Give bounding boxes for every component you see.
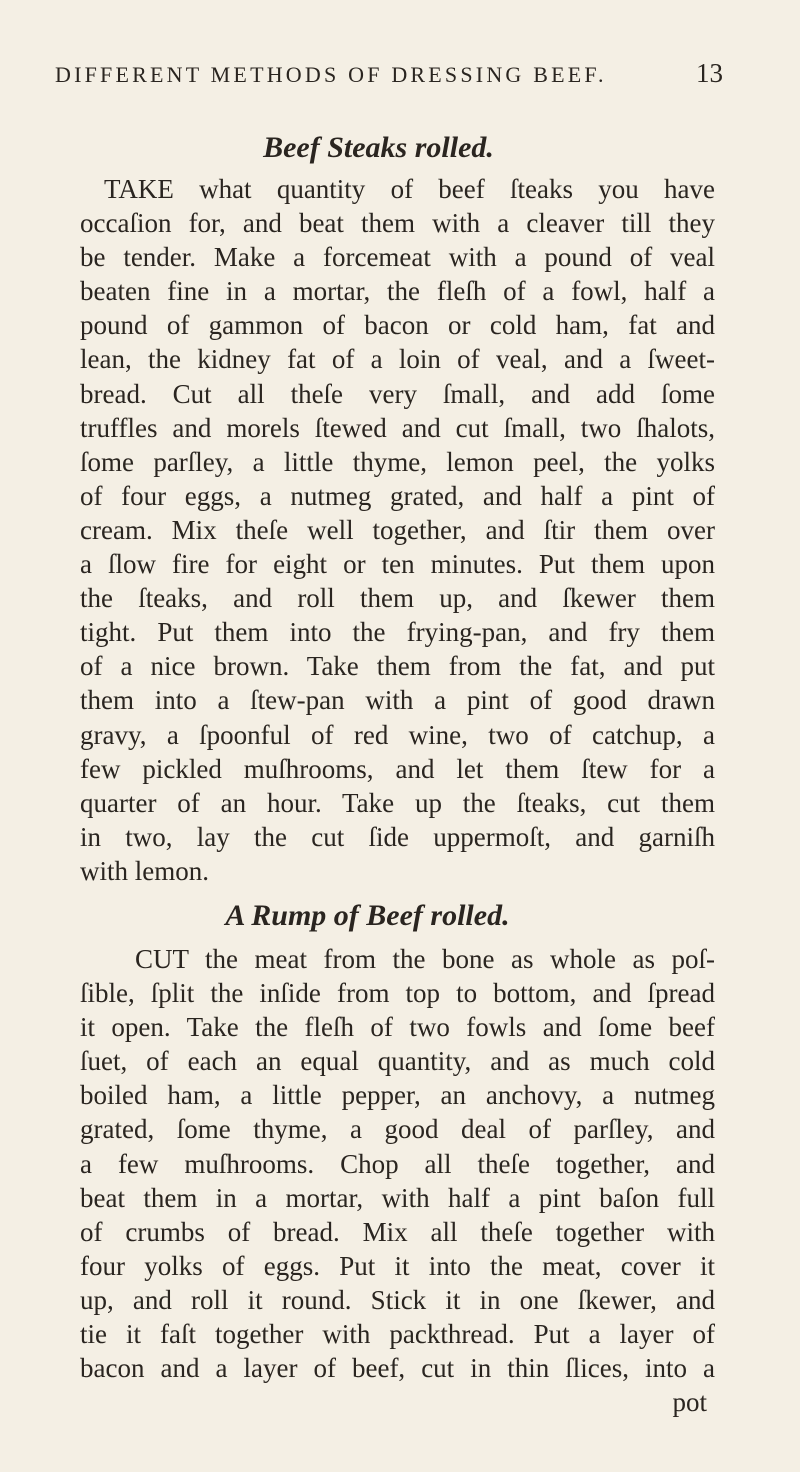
- page-number: 13: [696, 58, 723, 88]
- text-line: cream. Mix theſe well together, and ſtir them over: [80, 514, 715, 545]
- catchword: pot: [672, 1387, 707, 1418]
- text-line: the ſteaks, and roll them up, and ſkewer them: [80, 583, 715, 614]
- text-line: be tender. Make a forcemeat with a pound of veal: [80, 242, 715, 273]
- text-line: four yolks of eggs. Put it into the meat, cover it: [80, 1250, 715, 1281]
- text-line: a few muſhrooms. Chop all theſe together, and: [80, 1148, 715, 1179]
- text-line: bacon and a layer of beef, cut in thin ſlices, into a: [80, 1353, 715, 1384]
- text-line: of a nice brown. Take them from the fat, and put: [80, 651, 715, 682]
- text-line: occaſion for, and beat them with a cleaver till they: [80, 208, 715, 239]
- text-line: tie it faſt together with packthread. Put a layer of: [80, 1319, 715, 1349]
- text-line: tight. Put them into the frying-pan, and fry them: [80, 617, 715, 648]
- text-line: TAKE what quantity of beef ſteaks you have: [104, 174, 715, 204]
- running-title: DIFFERENT METHODS OF DRESSING BEEF.: [55, 62, 607, 87]
- text-line: beat them in a mortar, with half a pint baſon full: [80, 1182, 715, 1213]
- text-line: of four eggs, a nutmeg grated, and half a pint of: [80, 480, 715, 511]
- text-line: bread. Cut all theſe very ſmall, and add ſome: [80, 378, 715, 409]
- recipe-title-rump-of-beef: A Rump of Beef rolled.: [225, 898, 510, 932]
- text-line: them into a ſtew-pan with a pint of good drawn: [80, 685, 715, 716]
- recipe-body-beef-steaks: [40, 172, 755, 888]
- text-line: it open. Take the fleſh of two fowls and ſome beef: [80, 1012, 715, 1043]
- text-line: lean, the kidney fat of a loin of veal, and a ſweet-: [80, 344, 715, 375]
- text-line: of crumbs of bread. Mix all theſe together with: [80, 1216, 715, 1247]
- text-line: beaten fine in a mortar, the fleſh of a fowl, half a: [80, 276, 715, 307]
- text-line: ſuet, of each an equal quantity, and as much cold: [80, 1046, 715, 1077]
- text-line: in two, lay the cut ſide uppermoſt, and garniſh: [80, 821, 715, 852]
- text-line: ſome parſley, a little thyme, lemon peel, the yolks: [80, 446, 715, 477]
- text-line: boiled ham, a little pepper, an anchovy, a nutmeg: [80, 1080, 715, 1111]
- text-line: quarter of an hour. Take up the ſteaks, cut them: [80, 787, 715, 818]
- book-page: [40, 50, 755, 1450]
- text-line: few pickled muſhrooms, and let them ſtew for a: [80, 753, 715, 784]
- text-line: gravy, a ſpoonful of red wine, two of catchup, a: [80, 719, 715, 750]
- text-line: pound of gammon of bacon or cold ham, fat and: [80, 310, 715, 341]
- text-line: truffles and morels ſtewed and cut ſmall, two ſhalots,: [80, 412, 715, 443]
- text-line: ſible, ſplit the inſide from top to bottom, and ſpread: [80, 978, 715, 1009]
- text-line: a ſlow fire for eight or ten minutes. Put them upon: [80, 549, 715, 580]
- recipe-title-beef-steaks: Beef Steaks rolled.: [263, 131, 494, 164]
- text-line: CUT the meat from the bone as whole as poſ-: [135, 943, 715, 974]
- text-line: up, and roll it round. Stick it in one ſkewer, and: [80, 1284, 715, 1315]
- text-line: with lemon.: [80, 855, 209, 886]
- running-head: [40, 50, 755, 90]
- recipe-body-rump-of-beef: [40, 942, 755, 1385]
- text-line: grated, ſome thyme, a good deal of parſley, and: [80, 1114, 715, 1145]
